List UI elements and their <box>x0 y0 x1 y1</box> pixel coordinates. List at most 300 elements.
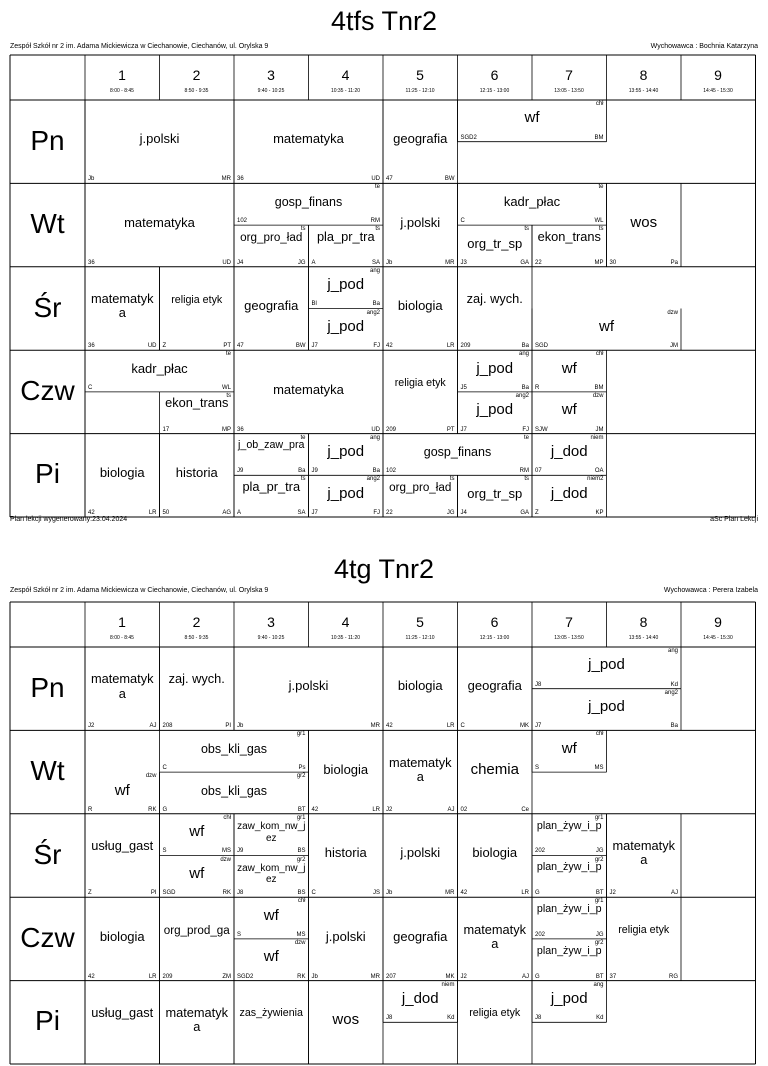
day-label: Śr <box>33 291 62 323</box>
lesson-cell <box>458 730 533 813</box>
lesson-teacher: MP <box>594 259 604 266</box>
lesson-cell <box>458 183 607 225</box>
lesson-group: ang2 <box>366 309 380 316</box>
lesson-room: 209 <box>386 426 397 433</box>
lesson-cell <box>532 225 607 267</box>
lesson-group: ang2 <box>515 392 529 399</box>
lesson-teacher: Ba <box>521 384 529 391</box>
period-time: 10:35 - 11:20 <box>330 635 361 641</box>
timetable-4tfs <box>0 0 768 523</box>
lesson-teacher: Kd <box>596 1015 604 1022</box>
lesson-room: J8 <box>535 681 542 688</box>
lesson-cell <box>160 267 235 350</box>
lesson-room: 202 <box>535 848 546 855</box>
lesson-room: J9 <box>237 468 244 475</box>
lesson-group: chł <box>595 351 604 358</box>
lesson-room: 36 <box>237 176 244 183</box>
period-time: 8:50 - 9:35 <box>184 635 209 641</box>
lesson-group: dzw <box>294 939 306 946</box>
lesson-subject: biologia <box>99 928 145 944</box>
lesson-teacher: SA <box>297 509 306 516</box>
lesson-teacher: UD <box>371 176 380 183</box>
day-label: Pi <box>35 1005 60 1037</box>
lesson-subject: plan_żyw_i_p <box>536 861 602 874</box>
lesson-room: SJW <box>535 426 548 433</box>
period-number: 7 <box>565 614 573 630</box>
lesson-subject: zas_żywienia <box>239 1007 303 1020</box>
lesson-teacher: MP <box>222 426 231 433</box>
lesson-teacher: BS <box>297 848 306 855</box>
lesson-room: Jb <box>88 176 95 183</box>
lesson-subject: kadr_płac <box>131 360 188 376</box>
lesson-teacher: JG <box>297 259 306 266</box>
lesson-cell <box>85 183 234 266</box>
lesson-cell <box>458 981 533 1064</box>
lesson-group: ang <box>369 434 380 441</box>
lesson-subject: wf <box>524 109 540 127</box>
lesson-cell <box>532 856 607 898</box>
lesson-group: te <box>523 434 529 441</box>
lesson-subject: geografia <box>467 678 522 694</box>
lesson-cell <box>532 814 607 856</box>
lesson-room: C <box>460 218 465 225</box>
lesson-cell <box>309 475 384 517</box>
lesson-room: 36 <box>88 343 95 350</box>
lesson-subject: obs_kli_gas <box>200 742 267 757</box>
lesson-subject: matematyka <box>90 671 154 701</box>
lesson-teacher: AJ <box>149 723 157 730</box>
lesson-teacher: LR <box>446 343 455 350</box>
lesson-teacher: JG <box>595 848 604 855</box>
lesson-room: 207 <box>386 973 397 980</box>
lesson-teacher: KP <box>595 509 604 516</box>
lesson-subject: zaj. wych. <box>168 671 225 687</box>
period-time: 12:15 - 13:00 <box>479 88 510 94</box>
lesson-subject: religia etyk <box>394 376 446 389</box>
software-credit: aSc Plan Lekcji <box>710 516 758 523</box>
timetable-4tg <box>0 546 768 1066</box>
lesson-subject: j.polski <box>325 928 366 944</box>
lesson-room: G <box>535 973 540 980</box>
lesson-room: 36 <box>237 426 244 433</box>
lesson-teacher: BW <box>295 343 306 350</box>
lesson-room: 22 <box>386 509 393 516</box>
lesson-room: C <box>162 765 167 772</box>
period-time: 8:00 - 8:45 <box>110 88 134 94</box>
lesson-teacher: BM <box>594 384 604 391</box>
lesson-teacher: RM <box>519 468 529 475</box>
lesson-room: 36 <box>88 259 95 266</box>
lesson-subject: j_ob_zaw_pra <box>238 439 305 452</box>
lesson-teacher: UD <box>147 343 157 350</box>
lesson-room: 42 <box>386 343 393 350</box>
period-time: 14:45 - 15:30 <box>703 635 733 641</box>
lesson-subject: usług_gast <box>91 1004 154 1020</box>
lesson-cell <box>160 772 309 814</box>
lesson-room: J2 <box>88 723 95 730</box>
lesson-cell <box>85 897 160 980</box>
lesson-room: 50 <box>162 509 170 516</box>
period-time: 9:40 - 10:25 <box>257 88 285 94</box>
lesson-cell <box>234 100 383 183</box>
lesson-subject: j_pod <box>476 401 514 419</box>
lesson-room: J2 <box>460 973 467 980</box>
lesson-subject: biologia <box>323 761 369 777</box>
lesson-cell <box>458 100 607 142</box>
lesson-room: S <box>535 765 540 772</box>
period-time: 13:05 - 13:50 <box>554 635 584 641</box>
lesson-subject: matematyka <box>388 754 452 785</box>
lesson-cell <box>458 647 533 730</box>
school-name: Zespół Szkół nr 2 im. Adama Mickiewicza w Ciechanowie, Ciechanów, ul. Orylska 9 <box>10 587 269 594</box>
period-time: 11:25 - 12:10 <box>405 635 435 641</box>
lesson-room: J3 <box>460 259 467 266</box>
lesson-cell <box>309 267 384 309</box>
lesson-cell <box>532 475 607 517</box>
lesson-room: J7 <box>535 723 542 730</box>
lesson-cell <box>85 434 160 517</box>
lesson-subject: wf <box>561 739 577 757</box>
lesson-cell <box>309 981 384 1064</box>
lesson-teacher: JS <box>372 890 380 897</box>
period-number: 9 <box>714 614 722 630</box>
lesson-teacher: MR <box>370 723 380 730</box>
lesson-cell <box>383 434 532 476</box>
lesson-teacher: LR <box>372 806 380 813</box>
lesson-teacher: LR <box>521 890 529 897</box>
lesson-group: chł <box>595 101 604 107</box>
lesson-subject: j.polski <box>400 214 441 230</box>
lesson-cell <box>85 981 160 1064</box>
lesson-subject: pla_pr_tra <box>316 228 375 244</box>
lesson-room: 102 <box>237 218 248 225</box>
lesson-subject: j_pod <box>588 656 625 674</box>
lesson-subject: zaj. wych. <box>466 291 523 307</box>
lesson-group: dzw <box>592 392 604 399</box>
lesson-room: G <box>162 806 168 813</box>
period-number: 8 <box>639 67 648 83</box>
lesson-group: dzw <box>220 856 231 863</box>
period-number: 3 <box>267 614 275 630</box>
lesson-cell <box>458 475 533 517</box>
lesson-group: niem <box>590 434 604 441</box>
lesson-subject: kadr_płac <box>503 193 561 209</box>
lesson-subject: pla_pr_tra <box>242 478 301 494</box>
day-label: Czw <box>20 921 75 953</box>
lesson-cell <box>234 981 309 1064</box>
lesson-teacher: Pa <box>670 259 678 266</box>
lesson-room: J7 <box>460 426 467 433</box>
lesson-cell <box>234 434 309 476</box>
lesson-room: SGD2 <box>460 134 477 141</box>
lesson-teacher: PT <box>223 343 231 350</box>
lesson-subject: org_pro_ład <box>389 481 452 495</box>
class-teacher: Wychowawca : Perera Izabela <box>663 587 758 594</box>
lesson-subject: biologia <box>99 465 145 480</box>
lesson-room: C <box>460 723 465 730</box>
lesson-room: SGD2 <box>237 973 254 980</box>
lesson-subject: matematyka <box>463 921 527 951</box>
lesson-teacher: BW <box>444 176 455 183</box>
lesson-subject: biologia <box>472 845 518 861</box>
lesson-group: gr2 <box>594 939 604 946</box>
lesson-cell <box>532 350 607 392</box>
lesson-cell <box>309 814 384 897</box>
lesson-teacher: GA <box>520 259 529 266</box>
period-number: 5 <box>416 67 424 83</box>
lesson-cell <box>532 939 607 981</box>
lesson-subject: plan_żyw_i_p <box>536 944 602 957</box>
lesson-room: 47 <box>237 343 244 350</box>
lesson-group: gr1 <box>594 898 604 905</box>
lesson-cell <box>309 434 384 476</box>
lesson-subject: j_pod <box>588 698 625 716</box>
lesson-cell <box>458 897 533 980</box>
lesson-teacher: BS <box>297 890 306 897</box>
lesson-teacher: PT <box>446 426 455 433</box>
lesson-teacher: JM <box>670 343 678 350</box>
lesson-room: C <box>88 384 93 391</box>
lesson-teacher: BM <box>594 134 604 141</box>
period-time: 12:15 - 13:00 <box>479 635 510 641</box>
lesson-cell <box>234 225 309 267</box>
lesson-teacher: AJ <box>670 890 678 897</box>
lesson-subject: wf <box>189 864 205 882</box>
lesson-room: J4 <box>460 509 467 516</box>
lesson-subject: wf <box>114 781 130 799</box>
lesson-group: ts <box>300 476 306 483</box>
lesson-subject: org_prod_ga <box>163 923 230 937</box>
lesson-cell <box>85 772 160 814</box>
lesson-subject: wf <box>263 948 279 966</box>
lesson-cell <box>160 856 235 898</box>
lesson-group: ang2 <box>664 689 678 696</box>
lesson-room: SGD <box>162 890 176 897</box>
period-time: 8:00 - 8:45 <box>110 635 134 641</box>
lesson-subject: wf <box>561 401 577 419</box>
period-time: 13:05 - 13:50 <box>554 88 584 94</box>
lesson-group: gr1 <box>296 814 306 821</box>
lesson-teacher: Ba <box>372 468 380 475</box>
lesson-room: J7 <box>311 343 318 350</box>
period-time: 13:55 - 14:40 <box>628 635 659 641</box>
class-teacher: Wychowawca : Bochnia Katarzyna <box>650 43 758 50</box>
lesson-cell <box>383 814 458 897</box>
lesson-subject: plan_żyw_i_p <box>536 819 602 832</box>
lesson-subject: j_pod <box>327 276 365 294</box>
lesson-cell <box>309 225 384 267</box>
lesson-teacher: BT <box>595 973 604 980</box>
period-number: 4 <box>341 67 350 83</box>
lesson-cell <box>85 267 160 350</box>
lesson-room: 22 <box>535 259 542 266</box>
lesson-subject: historia <box>175 465 218 480</box>
lesson-teacher: AG <box>222 509 231 516</box>
lesson-group: gr1 <box>594 814 604 821</box>
lesson-room: 37 <box>609 973 617 980</box>
period-number: 6 <box>490 67 499 83</box>
generated-date: Plan lekcji wygenerowany:23.04.2024 <box>10 516 128 523</box>
lesson-cell <box>532 647 681 689</box>
lesson-group: ang <box>369 267 380 274</box>
lesson-subject: org_pro_ład <box>240 230 303 244</box>
lesson-room: G <box>535 890 540 897</box>
lesson-teacher: JM <box>595 426 604 433</box>
lesson-teacher: UD <box>371 426 380 433</box>
lesson-teacher: Ba <box>670 723 678 730</box>
lesson-room: J5 <box>460 384 467 391</box>
lesson-subject: wos <box>332 1010 360 1028</box>
lesson-cell <box>234 183 383 225</box>
lesson-group: ts <box>598 226 604 233</box>
lesson-teacher: JG <box>446 509 455 516</box>
lesson-room: Jb <box>237 723 244 730</box>
period-number: 9 <box>714 67 722 83</box>
lesson-cell <box>383 350 458 433</box>
lesson-room: A <box>237 509 242 516</box>
day-label: Pn <box>30 124 65 156</box>
lesson-room: Z <box>535 509 539 516</box>
lesson-subject: wf <box>599 317 614 335</box>
lesson-subject: biologia <box>397 678 443 694</box>
lesson-subject: j_pod <box>327 317 365 335</box>
lesson-group: ts <box>524 226 529 233</box>
lesson-cell <box>607 897 682 980</box>
lesson-room: 42 <box>311 806 319 813</box>
lesson-subject: matematyka <box>612 838 676 868</box>
lesson-room: 208 <box>162 723 173 730</box>
lesson-group: ts <box>449 476 455 483</box>
lesson-teacher: FJ <box>373 343 380 350</box>
lesson-subject: j_pod <box>327 484 365 502</box>
lesson-room: R <box>88 806 93 813</box>
lesson-teacher: MK <box>445 973 455 980</box>
school-name: Zespół Szkół nr 2 im. Adama Mickiewicza w Ciechanowie, Ciechanów, ul. Orylska 9 <box>10 43 269 50</box>
lesson-cell <box>234 939 309 981</box>
lesson-cell <box>234 647 383 730</box>
lesson-group: chł <box>223 814 231 821</box>
lesson-subject: religia etyk <box>469 1007 521 1020</box>
lesson-cell <box>383 730 458 813</box>
lesson-teacher: SA <box>371 259 380 266</box>
lesson-subject: matematyka <box>273 131 344 147</box>
lesson-teacher: AJ <box>447 806 455 813</box>
lesson-subject: gosp_finans <box>423 445 492 460</box>
lesson-cell <box>234 856 309 898</box>
lesson-teacher: ZM <box>222 973 231 980</box>
day-label: Wt <box>30 208 65 240</box>
lesson-cell <box>309 309 384 351</box>
lesson-group: ts <box>300 226 306 233</box>
lesson-teacher: PI <box>225 723 231 730</box>
lesson-group: dzw <box>145 773 157 780</box>
lesson-room: Jb <box>386 259 393 266</box>
period-number: 7 <box>565 67 573 83</box>
lesson-cell <box>532 981 607 1023</box>
lesson-room: Z <box>162 343 167 350</box>
day-label: Pi <box>35 458 60 490</box>
lesson-group: chł <box>595 731 604 738</box>
lesson-teacher: MR <box>221 176 231 183</box>
period-number: 6 <box>490 614 499 630</box>
lesson-subject: religia etyk <box>618 923 670 936</box>
lesson-subject: j.polski <box>139 131 180 147</box>
lesson-teacher: Ba <box>372 301 380 308</box>
lesson-subject: geografia <box>393 928 448 944</box>
period-number: 2 <box>192 67 201 83</box>
lesson-subject: j.polski <box>288 678 329 694</box>
period-number: 1 <box>118 67 126 83</box>
lesson-room: R <box>535 384 540 391</box>
lesson-subject: historia <box>324 845 367 861</box>
lesson-teacher: GA <box>520 509 529 516</box>
period-number: 4 <box>341 614 350 630</box>
lesson-teacher: Ps <box>298 765 306 772</box>
timetable-title: 4tfs Tnr2 <box>330 6 438 36</box>
lesson-cell <box>532 309 681 351</box>
lesson-subject: ekon_trans <box>537 228 601 244</box>
lesson-subject: gosp_finans <box>274 195 343 210</box>
lesson-room: 209 <box>460 343 471 350</box>
lesson-room: 209 <box>162 973 173 980</box>
lesson-subject: plan_żyw_i_p <box>536 903 602 916</box>
lesson-cell <box>532 434 607 476</box>
lesson-cell <box>383 183 458 266</box>
lesson-room: S <box>162 848 167 855</box>
day-label: Wt <box>30 755 65 787</box>
lesson-group: te <box>225 351 231 358</box>
day-label: Pn <box>30 671 65 703</box>
period-time: 11:25 - 12:10 <box>405 88 435 94</box>
lesson-room: A <box>311 259 316 266</box>
lesson-room: 47 <box>386 176 393 183</box>
lesson-subject: wos <box>630 213 658 231</box>
lesson-group: ang <box>667 648 678 654</box>
lesson-cell <box>532 730 607 772</box>
lesson-group: niem2 <box>587 476 604 483</box>
lesson-group: ts <box>524 476 529 483</box>
lesson-group: ts <box>226 392 231 399</box>
lesson-group: ang <box>518 351 529 358</box>
lesson-cell <box>532 392 607 434</box>
lesson-cell <box>234 350 383 433</box>
lesson-group: gr2 <box>296 773 306 780</box>
lesson-subject: j_pod <box>476 359 514 377</box>
lesson-teacher: UD <box>222 259 231 266</box>
lesson-teacher: BT <box>595 890 604 897</box>
lesson-cell <box>234 267 309 350</box>
lesson-room: J9 <box>311 468 318 475</box>
lesson-cell <box>85 350 234 392</box>
period-number: 2 <box>192 614 201 630</box>
lesson-teacher: PI <box>150 890 157 897</box>
lesson-subject: biologia <box>397 298 443 314</box>
lesson-room: S <box>237 931 242 938</box>
lesson-room: J9 <box>237 848 244 855</box>
lesson-room: J4 <box>237 259 244 266</box>
lesson-room: J8 <box>535 1015 542 1022</box>
lesson-teacher: MS <box>594 765 604 772</box>
lesson-teacher: RK <box>148 806 157 813</box>
lesson-cell <box>532 689 681 731</box>
lesson-teacher: MR <box>370 973 380 980</box>
lesson-teacher: RK <box>297 973 306 980</box>
lesson-room: C <box>311 890 316 897</box>
lesson-subject: zaw_kom_nw_jez <box>237 863 306 886</box>
period-time: 14:45 - 15:30 <box>703 88 733 94</box>
lesson-subject: j_dod <box>550 443 588 461</box>
lesson-teacher: LR <box>446 723 455 730</box>
